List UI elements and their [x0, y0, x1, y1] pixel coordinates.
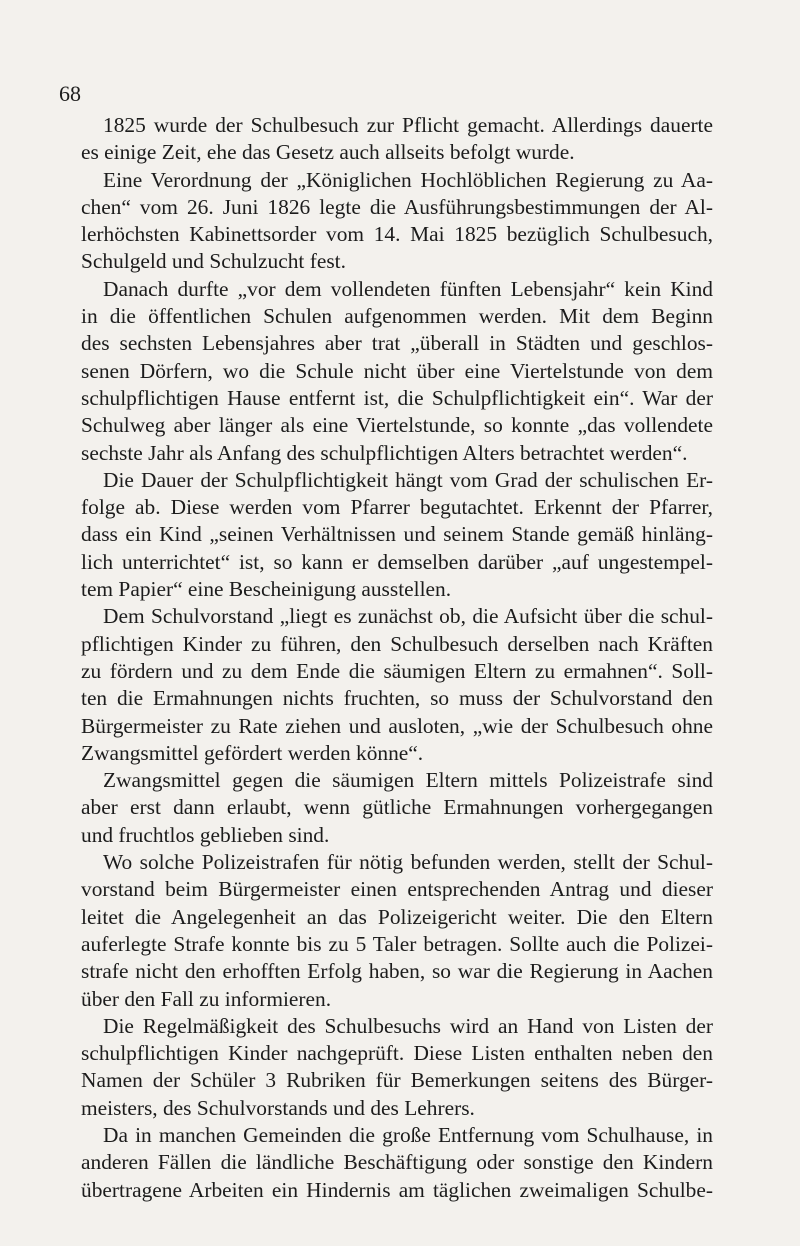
paragraph: [59, 767, 713, 849]
text-line: dass ein Kind „seinen Verhältnissen und seinem Stande gemäß hinläng-: [81, 522, 713, 547]
text-line: strafe nicht den erhofften Erfolg haben, so war die Regierung in Aachen: [81, 959, 713, 984]
paragraph: [59, 1122, 713, 1204]
text-line: Da in manchen Gemeinden die große Entfernung vom Schulhause, in: [103, 1122, 713, 1147]
paragraph: [59, 167, 713, 276]
text-line: tem Papier“ eine Bescheinigung ausstellen.: [81, 577, 452, 602]
text-line: Die Regelmäßigkeit des Schulbesuchs wird an Hand von Listen der: [103, 1013, 713, 1038]
text-line: Schulgeld und Schulzucht fest.: [81, 249, 346, 274]
text-line: leitet die Angelegenheit an das Polizeigericht weiter. Die den Eltern: [81, 904, 713, 929]
text-line: des sechsten Lebensjahres aber trat „überall in Städten und geschlos-: [81, 331, 713, 356]
text-line: vorstand beim Bürgermeister einen entsprechenden Antrag und dieser: [81, 877, 713, 902]
text-line: lerhöchsten Kabinettsorder vom 14. Mai 1825 bezüglich Schulbesuch,: [81, 222, 713, 247]
text-line: Namen der Schüler 3 Rubriken für Bemerkungen seitens des Bürger-: [81, 1068, 713, 1093]
paragraph: [59, 112, 713, 167]
text-line: Die Dauer der Schulpflichtigkeit hängt vom Grad der schulischen Er-: [103, 467, 713, 492]
text-line: Eine Verordnung der „Königlichen Hochlöblichen Regierung zu Aa-: [103, 167, 713, 192]
text-line: sechste Jahr als Anfang des schulpflichtigen Alters betrachtet werden“.: [81, 440, 688, 465]
text-line: anderen Fällen die ländliche Beschäftigung oder sonstige den Kindern: [81, 1150, 713, 1175]
text-line: in die öffentlichen Schulen aufgenommen werden. Mit dem Beginn: [81, 304, 713, 329]
text-line: zu fördern und zu dem Ende die säumigen Eltern zu ermahnen“. Soll-: [81, 658, 713, 683]
text-line: schulpflichtigen Hause entfernt ist, die Schulpflichtigkeit ein“. War der: [81, 385, 713, 410]
text-line: pflichtigen Kinder zu führen, den Schulbesuch derselben nach Kräften: [81, 631, 713, 656]
paragraph: [59, 467, 713, 603]
text-line: 1825 wurde der Schulbesuch zur Pflicht gemacht. Allerdings dauerte: [103, 113, 713, 137]
text-line: Dem Schulvorstand „liegt es zunächst ob, die Aufsicht über die schul-: [103, 604, 713, 629]
paragraph: [59, 603, 713, 767]
text-line: über den Fall zu informieren.: [81, 986, 332, 1011]
text-line: Zwangsmittel gefördert werden könne“.: [81, 740, 424, 765]
text-line: schulpflichtigen Kinder nachgeprüft. Diese Listen enthalten neben den: [81, 1041, 713, 1066]
text-line: meisters, des Schulvorstands und des Lehrers.: [81, 1095, 475, 1120]
text-line: aber erst dann erlaubt, wenn gütliche Ermahnungen vorhergegangen: [81, 795, 713, 820]
text-line: es einige Zeit, ehe das Gesetz auch allseits befolgt wurde.: [81, 140, 575, 165]
text-line: übertragene Arbeiten ein Hindernis am täglichen zweimaligen Schulbe-: [81, 1177, 713, 1202]
text-line: senen Dörfern, wo die Schule nicht über eine Viertelstunde von dem: [81, 358, 713, 383]
paragraph: [59, 276, 713, 467]
page-number: 68: [59, 81, 81, 106]
text-line: chen“ vom 26. Juni 1826 legte die Ausführungsbestimmungen der Al-: [81, 194, 713, 219]
body-text: [59, 112, 713, 1204]
text-line: Bürgermeister zu Rate ziehen und ausloten, „wie der Schulbesuch ohne: [81, 713, 713, 738]
text-line: Danach durfte „vor dem vollendeten fünften Lebensjahr“ kein Kind: [103, 276, 713, 301]
text-line: Zwangsmittel gegen die säumigen Eltern mittels Polizeistrafe sind: [103, 768, 713, 793]
text-line: ten die Ermahnungen nichts fruchten, so muss der Schulvorstand den: [81, 686, 713, 711]
text-line: und fruchtlos geblieben sind.: [81, 822, 330, 847]
text-line: lich unterrichtet“ ist, so kann er demselben darüber „auf ungestempel-: [81, 549, 713, 574]
text-line: Wo solche Polizeistrafen für nötig befunden werden, stellt der Schul-: [103, 850, 713, 875]
paragraph: [59, 1013, 713, 1122]
paragraph: [59, 849, 713, 1013]
text-line: Schulweg aber länger als eine Viertelstunde, so konnte „das vollendete: [81, 413, 713, 438]
text-line: folge ab. Diese werden vom Pfarrer begutachtet. Erkennt der Pfarrer,: [81, 495, 713, 520]
text-line: auferlegte Strafe konnte bis zu 5 Taler betragen. Sollte auch die Polizei-: [81, 931, 713, 956]
